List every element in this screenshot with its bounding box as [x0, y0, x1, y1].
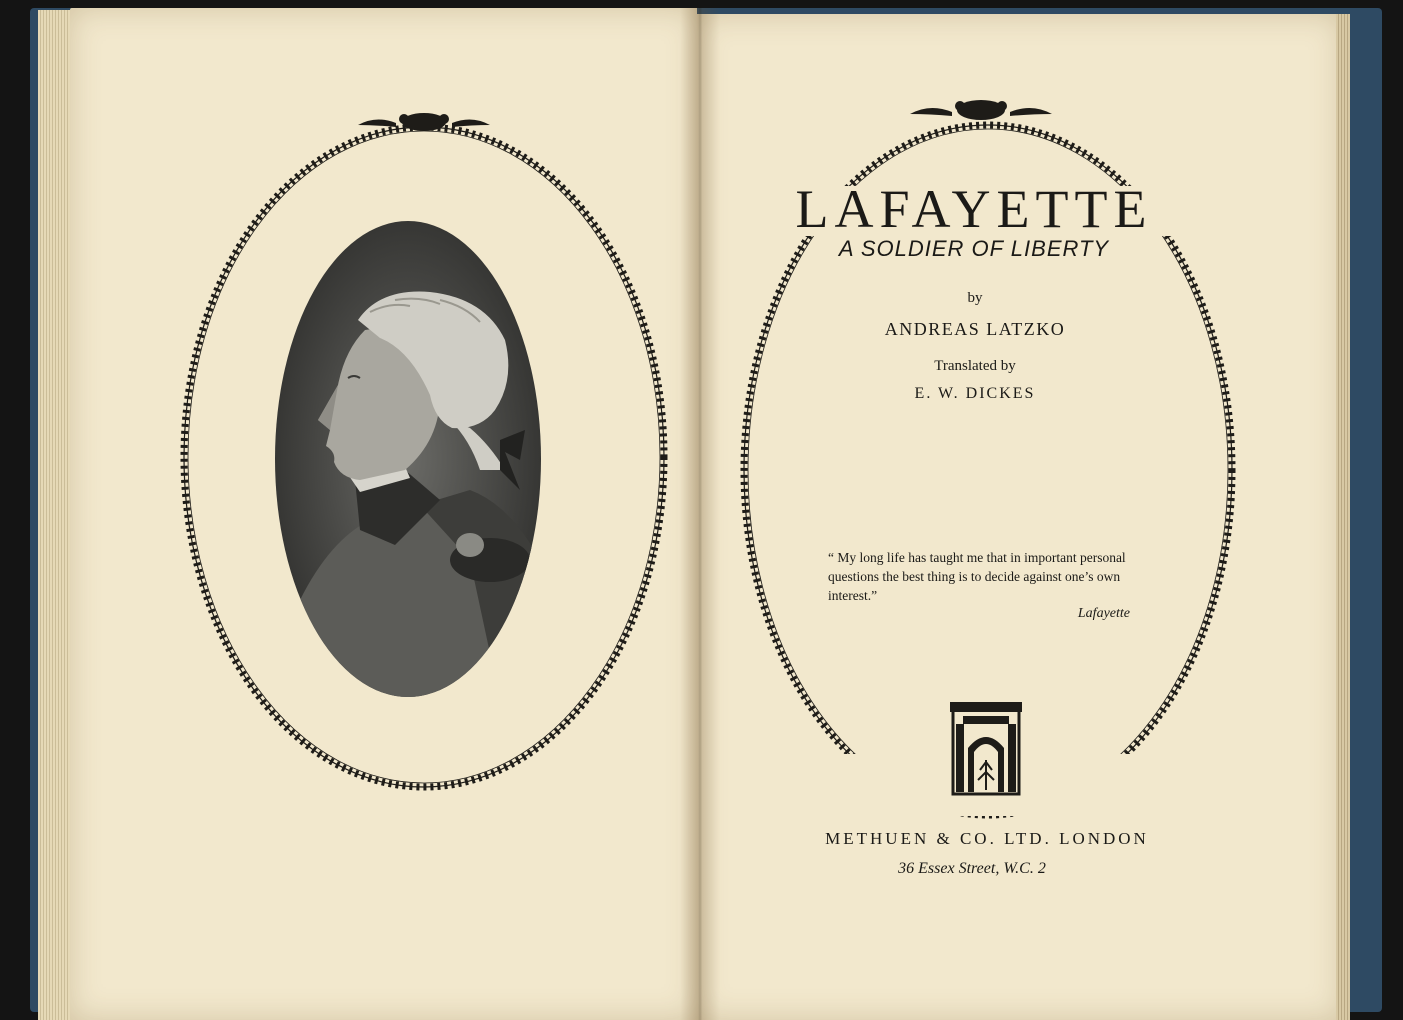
doorway-emblem-icon — [950, 702, 1022, 794]
publisher-address: 36 Essex Street, W.C. 2 — [898, 860, 1046, 877]
publisher-name: METHUEN & CO. LTD. LONDON — [825, 829, 1149, 848]
author-name: ANDREAS LATZKO — [884, 319, 1066, 339]
translator-name: E. W. DICKES — [914, 385, 1036, 402]
epigraph: “ My long life has taught me that in important personal questions the best thing is to decide against one’s own interest.” — [828, 550, 1126, 603]
book-subtitle: A SOLDIER OF LIBERTY — [838, 236, 1110, 261]
profile-portrait-icon — [275, 221, 545, 700]
book-title: LAFAYETTE — [795, 179, 1153, 239]
translated-label: Translated by — [934, 358, 1016, 374]
by-line: by — [967, 290, 983, 306]
epigraph-attribution: Lafayette — [1077, 606, 1130, 621]
